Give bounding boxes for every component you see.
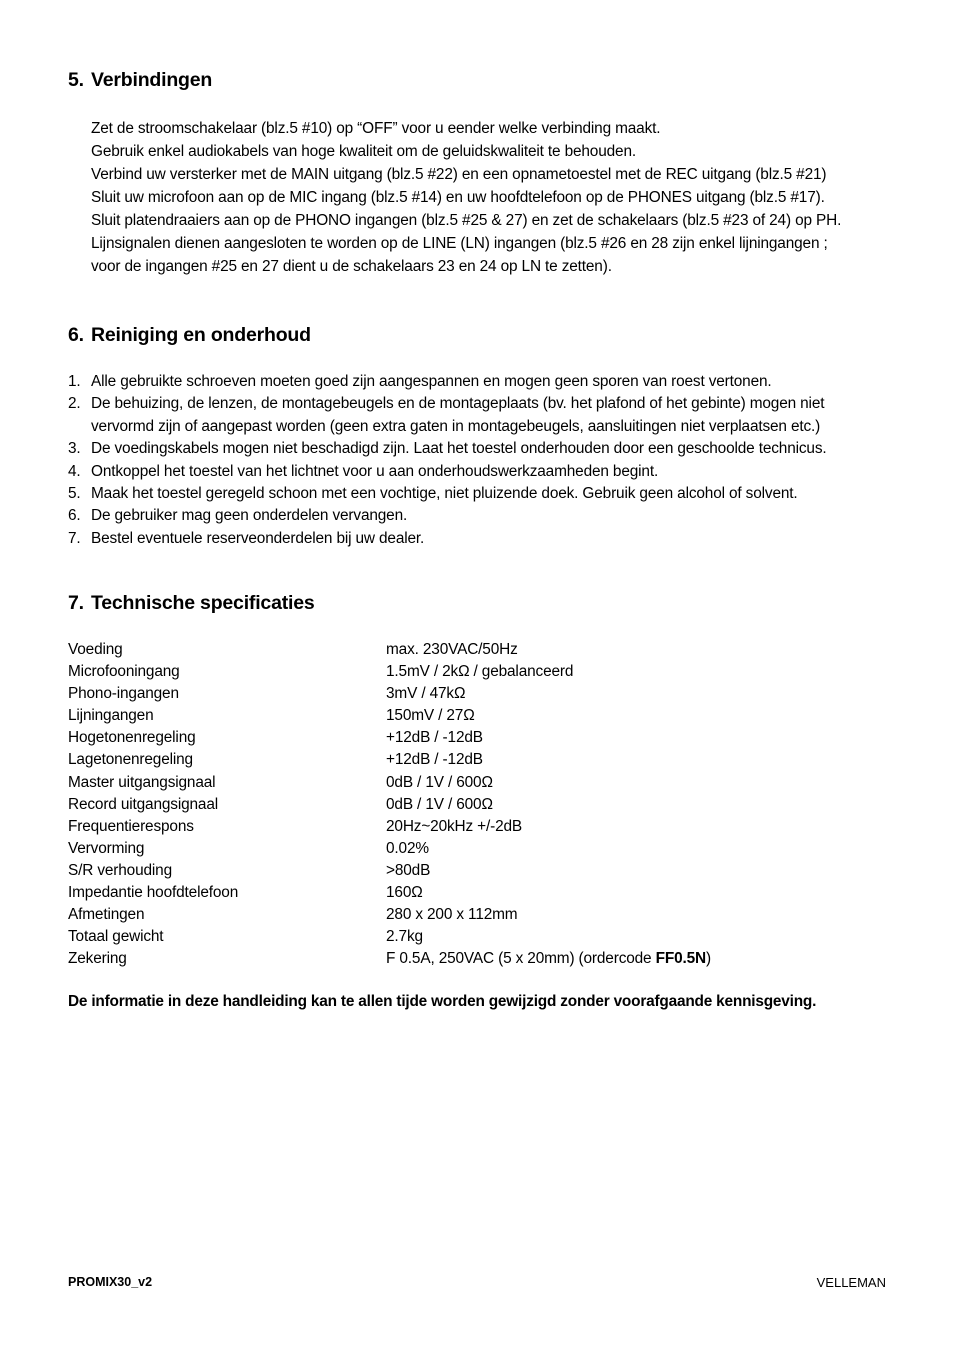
section-title: Reiniging en onderhoud	[91, 324, 311, 346]
spec-label: Master uitgangsignaal	[68, 773, 216, 791]
spec-value: 280 x 200 x 112mm	[386, 906, 518, 924]
spec-value: 150mV / 27Ω	[386, 707, 475, 725]
section-7-heading	[68, 592, 315, 615]
spec-label: Totaal gewicht	[68, 928, 164, 946]
paragraph-line: Zet de stroomschakelaar (blz.5 #10) op “OFF” voor u eender welke verbinding maakt.	[91, 120, 661, 137]
spec-value: max. 230VAC/50Hz	[386, 641, 518, 658]
list-number: 7.	[68, 529, 81, 547]
section-title: Verbindingen	[91, 69, 213, 91]
fuse-value-suffix: )	[706, 950, 712, 968]
connections-paragraph	[91, 117, 841, 278]
spec-row	[68, 926, 711, 948]
list-number: 4.	[68, 462, 81, 480]
spec-row	[68, 683, 711, 705]
spec-row	[68, 639, 711, 661]
maintenance-list	[68, 371, 827, 550]
list-text: De voedingskabels mogen niet beschadigd zijn. Laat het toestel onderhouden door een geschoolde technicus.	[91, 440, 827, 458]
spec-value: 160Ω	[386, 884, 423, 902]
footer-brand: VELLEMAN	[816, 1275, 886, 1290]
spec-label: S/R verhouding	[68, 861, 172, 879]
spec-row	[68, 727, 711, 749]
spec-value: 1.5mV / 2kΩ / gebalanceerd	[386, 663, 574, 681]
spec-row	[68, 772, 711, 794]
list-number: 1.	[68, 373, 81, 390]
section-title: Technische specificaties	[91, 592, 315, 614]
list-number: 2.	[68, 395, 81, 413]
list-item	[68, 528, 827, 550]
list-number: 6.	[68, 507, 81, 525]
spec-label: Microfooningang	[68, 663, 180, 681]
spec-label: Zekering	[68, 950, 127, 968]
fuse-ordercode: FF0.5N	[655, 950, 707, 968]
paragraph-line: Verbind uw versterker met de MAIN uitgang (blz.5 #22) en een opnametoestel met de REC uitgang (blz.5 #21)	[91, 166, 827, 183]
list-text: Bestel eventuele reserveonderdelen bij uw dealer.	[91, 529, 425, 547]
spec-row	[68, 794, 711, 816]
spec-value: 2.7kg	[386, 928, 423, 946]
change-notice: De informatie in deze handleiding kan te allen tijde worden gewijzigd zonder voorafgaande kennisgeving.	[68, 993, 817, 1010]
spec-row-fuse	[68, 948, 711, 970]
list-item	[68, 505, 827, 527]
spec-row	[68, 904, 711, 926]
section-5-heading	[68, 69, 212, 92]
list-item	[68, 393, 827, 438]
paragraph-line: Lijnsignalen dienen aangesloten te worden op de LINE (LN) ingangen (blz.5 #26 en 28 zijn enkel lijningangen ;	[91, 235, 828, 252]
list-text: De behuizing, de lenzen, de montagebeugels en de montageplaats (bv. het plafond of het gebinte) mogen niet	[91, 395, 825, 413]
spec-row	[68, 882, 711, 904]
list-text: De gebruiker mag geen onderdelen vervangen.	[91, 507, 408, 525]
spec-label: Lijningangen	[68, 707, 154, 725]
list-item	[68, 438, 827, 460]
spec-value: +12dB / -12dB	[386, 751, 483, 769]
spec-row	[68, 661, 711, 683]
section-6-heading	[68, 324, 311, 347]
spec-label: Frequentierespons	[68, 817, 194, 835]
spec-row	[68, 860, 711, 882]
spec-label: Record uitgangsignaal	[68, 795, 219, 813]
section-number: 7.	[68, 592, 84, 614]
list-item	[68, 371, 827, 393]
spec-label: Phono-ingangen	[68, 685, 179, 703]
list-text: Alle gebruikte schroeven moeten goed zijn aangespannen en mogen geen sporen van roest vertonen.	[91, 373, 772, 390]
spec-value: 20Hz~20kHz +/-2dB	[386, 817, 523, 835]
spec-label: Vervorming	[68, 839, 145, 857]
spec-label: Hogetonenregeling	[68, 729, 196, 747]
spec-row	[68, 838, 711, 860]
spec-row	[68, 816, 711, 838]
paragraph-line: Sluit platendraaiers aan op de PHONO ingangen (blz.5 #25 & 27) en zet de schakelaars (blz.5 #23 of 24) op PH.	[91, 212, 842, 229]
list-text: Maak het toestel geregeld schoon met een vochtige, niet pluizende doek. Gebruik geen alcohol of solvent.	[91, 485, 798, 503]
footer-model-code: PROMIX30_v2	[68, 1275, 153, 1289]
list-item	[68, 483, 827, 505]
list-text: vervormd zijn of aangepast worden (geen extra gaten in montagebeugels, aansluitingen niet verplaatsen etc.)	[91, 417, 821, 435]
section-number: 6.	[68, 324, 84, 346]
section-number: 5.	[68, 69, 84, 91]
spec-row	[68, 749, 711, 771]
list-number: 3.	[68, 440, 81, 458]
spec-label: Afmetingen	[68, 906, 145, 924]
list-text: Ontkoppel het toestel van het lichtnet voor u aan onderhoudswerkzaamheden begint.	[91, 462, 659, 480]
spec-row	[68, 705, 711, 727]
spec-value: 3mV / 47kΩ	[386, 685, 466, 703]
spec-value: +12dB / -12dB	[386, 729, 483, 747]
spec-label: Lagetonenregeling	[68, 751, 193, 769]
spec-value: 0.02%	[386, 839, 429, 857]
paragraph-line: voor de ingangen #25 en 27 dient u de schakelaars 23 en 24 op LN te zetten).	[91, 258, 612, 275]
paragraph-line: Sluit uw microfoon aan op de MIC ingang (blz.5 #14) en uw hoofdtelefoon op de PHONES uitgang (blz.5 #17).	[91, 189, 825, 206]
fuse-value-prefix: F 0.5A, 250VAC (5 x 20mm) (ordercode	[386, 950, 656, 968]
spec-value	[386, 948, 711, 970]
spec-table	[68, 639, 711, 970]
list-item	[68, 461, 827, 483]
list-number: 5.	[68, 485, 81, 503]
paragraph-line: Gebruik enkel audiokabels van hoge kwaliteit om de geluidskwaliteit te behouden.	[91, 143, 636, 160]
spec-value: 0dB / 1V / 600Ω	[386, 795, 493, 813]
spec-value: 0dB / 1V / 600Ω	[386, 773, 493, 791]
spec-value: >80dB	[386, 861, 431, 879]
spec-label: Impedantie hoofdtelefoon	[68, 884, 239, 902]
spec-label: Voeding	[68, 641, 123, 658]
